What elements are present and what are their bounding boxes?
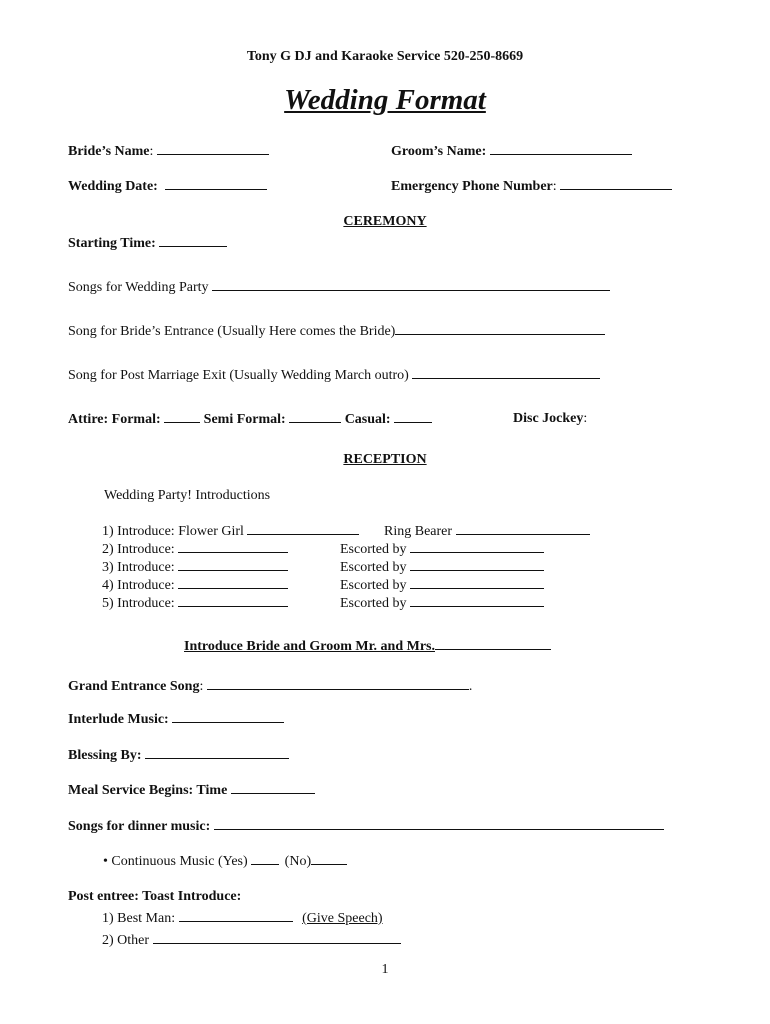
- introduction-row-3: [102, 558, 288, 576]
- song-brides-entrance-blank[interactable]: [395, 322, 605, 335]
- emergency-phone-blank[interactable]: [560, 177, 672, 190]
- continuous-yes-blank[interactable]: [251, 852, 279, 865]
- introduction-blank[interactable]: [178, 576, 288, 589]
- brides-name-field: Bride’s Name:: [68, 142, 269, 160]
- escorted-by-blank[interactable]: [410, 540, 544, 553]
- brides-name-label: Bride’s Name: [68, 144, 150, 159]
- escorted-by-label: Escorted by: [340, 560, 407, 575]
- introduction-blank[interactable]: [178, 540, 288, 553]
- song-post-marriage-blank[interactable]: [412, 366, 600, 379]
- introduction-row-4: [102, 576, 288, 594]
- casual-blank[interactable]: [394, 410, 432, 423]
- song-post-marriage-field: [68, 366, 600, 384]
- disc-jockey-field: Disc Jockey:: [513, 411, 588, 426]
- post-entree-heading: Post entree: Toast Introduce:: [68, 889, 242, 904]
- escorted-by-field: [340, 576, 544, 594]
- dinner-music-blank[interactable]: [214, 817, 664, 830]
- other-label: 2) Other: [102, 933, 150, 948]
- song-post-marriage-label: Song for Post Marriage Exit (Usually Wedding March outro): [68, 368, 409, 383]
- introduction-label: 2) Introduce:: [102, 542, 175, 557]
- grooms-name-blank[interactable]: [490, 142, 632, 155]
- brides-name-blank[interactable]: [157, 142, 269, 155]
- attire-row: [68, 410, 432, 428]
- no-label: (No): [284, 854, 312, 869]
- escorted-by-field: [340, 558, 544, 576]
- meal-service-field: [68, 781, 315, 799]
- introduction-label: 1) Introduce: Flower Girl: [102, 524, 244, 539]
- escorted-by-label: Escorted by: [340, 596, 407, 611]
- escorted-by-blank[interactable]: [410, 558, 544, 571]
- couple-name-blank[interactable]: [435, 637, 551, 650]
- semi-formal-blank[interactable]: [289, 410, 341, 423]
- ring-bearer-blank[interactable]: [456, 522, 590, 535]
- meal-time-blank[interactable]: [231, 781, 315, 794]
- starting-time-blank[interactable]: [159, 234, 227, 247]
- introduction-row-2: [102, 540, 288, 558]
- continuous-music-item: [103, 852, 347, 870]
- document-title: Wedding Format: [284, 84, 486, 116]
- best-man-label: 1) Best Man:: [102, 911, 176, 926]
- other-blank[interactable]: [153, 931, 401, 944]
- escorted-by-blank[interactable]: [410, 576, 544, 589]
- formal-blank[interactable]: [164, 410, 200, 423]
- dinner-music-label: Songs for dinner music:: [68, 819, 211, 834]
- semi-formal-label: Semi Formal:: [203, 412, 286, 427]
- page-number: 1: [381, 962, 389, 977]
- ring-bearer-label: Ring Bearer: [384, 524, 453, 539]
- introduction-row-5: [102, 594, 288, 612]
- reception-heading: RECEPTION: [343, 452, 427, 467]
- introduction-blank[interactable]: [247, 522, 359, 535]
- emergency-phone-field: Emergency Phone Number:: [391, 177, 672, 195]
- introduction-label: 3) Introduce:: [102, 560, 175, 575]
- bullet-icon: •: [103, 854, 108, 869]
- ceremony-heading: CEREMONY: [343, 214, 427, 229]
- grand-entrance-label: Grand Entrance Song: [68, 679, 200, 694]
- interlude-blank[interactable]: [172, 710, 284, 723]
- grooms-name-label: Groom’s Name:: [391, 144, 487, 159]
- escorted-by-blank[interactable]: [410, 594, 544, 607]
- introduction-row-1: [102, 522, 359, 540]
- best-man-blank[interactable]: [179, 909, 293, 922]
- disc-jockey-label: Disc Jockey: [513, 411, 584, 426]
- grooms-name-field: [391, 142, 632, 160]
- interlude-field: [68, 710, 284, 728]
- dinner-music-field: [68, 817, 664, 835]
- starting-time-label: Starting Time:: [68, 236, 156, 251]
- blessing-label: Blessing By:: [68, 748, 142, 763]
- songs-wedding-party-blank[interactable]: [212, 278, 610, 291]
- attire-label: Attire: [68, 412, 104, 427]
- continuous-music-label: Continuous Music (Yes): [111, 854, 248, 869]
- escorted-by-field: [340, 594, 544, 612]
- meal-service-label: Meal Service Begins: Time: [68, 783, 228, 798]
- escorted-by-field: [340, 540, 544, 558]
- wedding-date-field: [68, 177, 267, 195]
- songs-wedding-party-field: [68, 278, 610, 296]
- emergency-phone-label: Emergency Phone Number: [391, 179, 553, 194]
- continuous-no-blank[interactable]: [311, 852, 347, 865]
- introduction-label: 4) Introduce:: [102, 578, 175, 593]
- formal-label: : Formal:: [103, 412, 161, 427]
- best-man-field: [102, 909, 383, 927]
- introduce-bride-groom-field: [184, 637, 551, 655]
- introduction-blank[interactable]: [178, 594, 288, 607]
- escorted-by-label: Escorted by: [340, 542, 407, 557]
- give-speech-label: (Give Speech): [302, 911, 383, 926]
- interlude-label: Interlude Music:: [68, 712, 169, 727]
- grand-entrance-field: Grand Entrance Song: .: [68, 679, 473, 694]
- escorted-by-label: Escorted by: [340, 578, 407, 593]
- songs-wedding-party-label: Songs for Wedding Party: [68, 280, 209, 295]
- introduction-label: 5) Introduce:: [102, 596, 175, 611]
- introduction-blank[interactable]: [178, 558, 288, 571]
- casual-label: Casual:: [344, 412, 391, 427]
- header-line: Tony G DJ and Karaoke Service 520-250-8669: [246, 49, 524, 64]
- introduce-bride-groom-label: Introduce Bride and Groom Mr. and Mrs.: [184, 639, 435, 654]
- introductions-heading: Wedding Party! Introductions: [104, 488, 271, 503]
- ring-bearer-field: [384, 522, 590, 540]
- grand-entrance-blank[interactable]: [207, 677, 469, 690]
- starting-time-field: [68, 234, 227, 252]
- song-brides-entrance-label: Song for Bride’s Entrance (Usually Here comes the Bride): [68, 324, 396, 339]
- blessing-blank[interactable]: [145, 746, 289, 759]
- blessing-field: [68, 746, 289, 764]
- other-field: [102, 931, 401, 949]
- wedding-date-label: Wedding Date:: [68, 179, 158, 194]
- song-brides-entrance-field: [68, 322, 605, 340]
- wedding-date-blank[interactable]: [165, 177, 267, 190]
